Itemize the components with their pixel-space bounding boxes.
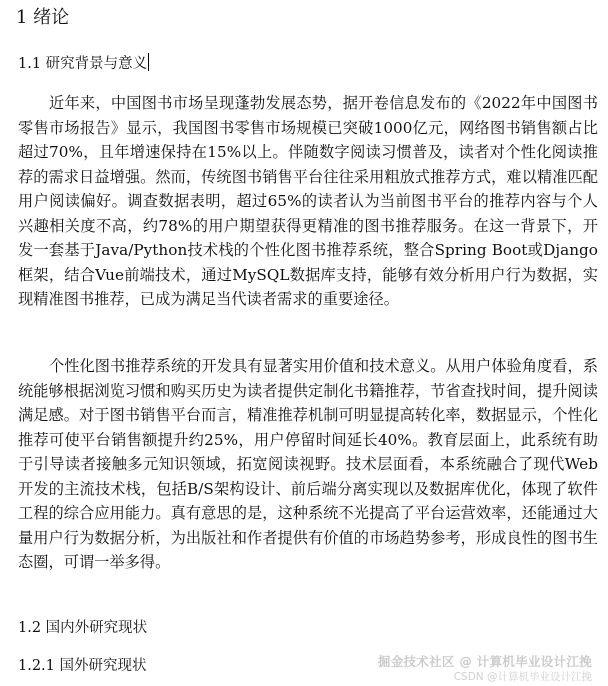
text-cursor (148, 53, 149, 71)
significance-paragraph: 个性化图书推荐系统的开发具有显著实用价值和技术意义。从用户体验角度看，系统能够根据浏览习惯和购买历史为读者提供定制化书籍推荐，节省查找时间，提升阅读满足感。对于图书销售平台而言，精准推荐机制可明显提高转化率，数据显示，个性化推荐可使平台销售额提升约25%，用户停留时间延长40%。教育层面上，此系统有助于引导读者接触多元知识领域，拓宽阅读视野。技术层面看，本系统融合了现代Web开发的主流技术栈，包括B/S架构设计、前后端分离实现以及数据库优化，体现了软件工程的综合应用能力。真有意思的是，这种系统不光提高了平台运营效率，还能通过大量用户行为数据分析，为出版社和作者提供有价值的市场趋势参考，形成良性的图书生态圈，可谓一举多得。 (18, 357, 598, 571)
section-heading-1-1 (18, 53, 149, 74)
chapter-heading: 1 绪论 (16, 7, 70, 28)
section-heading-1-2: 1.2 国内外研究现状 (18, 620, 148, 636)
subsection-heading-1-2-1: 1.2.1 国外研究现状 (18, 658, 147, 674)
section-heading-1-1-text: 1.1 研究背景与意义 (18, 56, 148, 72)
watermark-juejin: 掘金技术社区 @ 计算机毕业设计江挽 (377, 654, 592, 669)
watermark-csdn: CSDN @计算机毕业设计江挽 (453, 671, 592, 683)
background-paragraph: 近年来，中国图书市场呈现蓬勃发展态势，据开卷信息发布的《2022年中国图书零售市场报告》显示，我国图书零售市场规模已突破1000亿元，网络图书销售额占比超过70%，且年增速保持在15%以上。伴随数字阅读习惯普及，读者对个性化阅读推荐的需求日益增强。然而，传统图书销售平台往往采用粗放式推荐方式，难以精准匹配用户阅读偏好。调查数据表明，超过65%的读者认为当前图书平台的推荐内容与个人兴趣相关度不高，约78%的用户期望获得更精准的图书推荐服务。在这一背景下，开发一套基于Java/Python技术栈的个性化图书推荐系统，整合Spring Boot或Django框架，结合Vue前端技术，通过MySQL数据库支持，能够有效分析用户行为数据，实现精准图书推荐，已成为满足当代读者需求的重要途径。 (18, 94, 598, 308)
